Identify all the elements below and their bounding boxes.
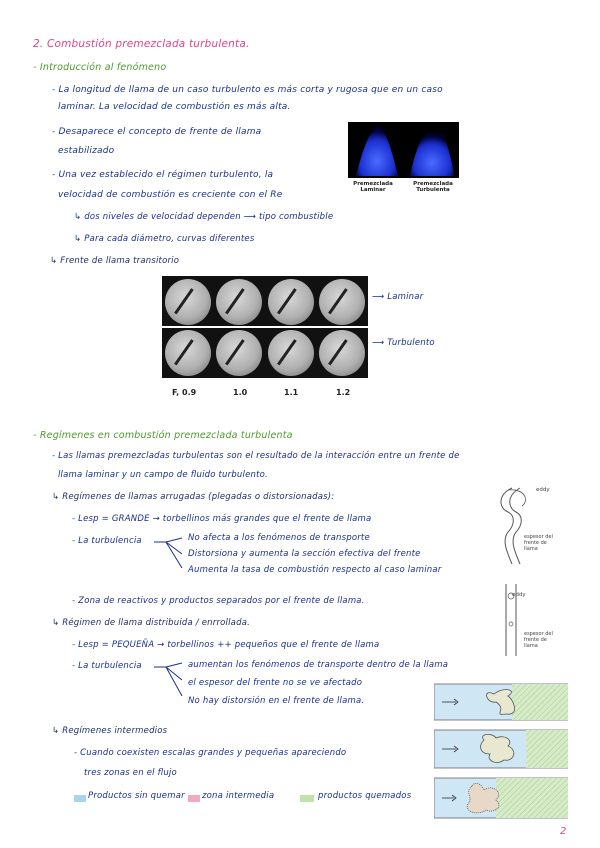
page-number: 2	[560, 826, 567, 837]
distributed-brace	[152, 660, 186, 702]
intro-p3-line1: - Una vez establecido el régimen turbulento, la	[52, 170, 274, 180]
intermediate-item-line1: - Cuando coexisten escalas grandes y pequeñas apareciendo	[74, 748, 347, 758]
intro-sub1: ↳ dos niveles de velocidad dependen ⟶ tipo combustible	[74, 212, 334, 222]
legend-swatch-burned	[300, 795, 314, 802]
wrinkled-effect-3: Aumenta la tasa de combustión respecto al caso laminar	[188, 565, 442, 575]
flame-label-turbulent: Premezclada Turbulenta	[413, 181, 453, 193]
intro-p1-line2: laminar. La velocidad de combustión es más alta.	[58, 102, 291, 112]
wrinkled-brace	[152, 534, 186, 574]
f-label-1: 1.0	[233, 388, 248, 397]
f-label-3: 1.2	[336, 388, 351, 397]
intro-p2-line2: estabilizado	[58, 146, 115, 156]
page-title: 2. Combustión premezclada turbulenta.	[33, 38, 250, 50]
distributed-effect-2: el espesor del frente no se ve afectado	[188, 678, 363, 688]
distributed-turbulence-lead: - La turbulencia	[72, 661, 142, 671]
intro-heading: - Introducción al fenómeno	[33, 62, 167, 73]
intro-sub3: ↳ Frente de llama transitorio	[50, 256, 180, 266]
f-label-2: 1.1	[284, 388, 299, 397]
legend-label-intermediate: zona intermedia	[202, 791, 275, 801]
intermediate-item-line2: tres zonas en el flujo	[84, 768, 177, 778]
flame-zone-diagrams	[434, 680, 568, 820]
eddy-label-2: espesor del frente de llama	[524, 534, 553, 552]
intro-sub2: ↳ Para cada diámetro, curvas diferentes	[74, 234, 255, 244]
distributed-effect-3: No hay distorsión en el frente de llama.	[188, 696, 365, 706]
arrow-laminar: ⟶ Laminar	[372, 292, 424, 302]
intermediate-heading: ↳ Regímenes intermedios	[52, 726, 168, 736]
arrow-turbulent: ⟶ Turbulento	[372, 338, 435, 348]
eddy-label-4: espesor del frente de llama	[524, 631, 553, 649]
distributed-heading: ↳ Régimen de llama distribuida / enrrollada.	[52, 618, 250, 628]
eddy-label-1: eddy	[536, 487, 550, 493]
eddy-sketch-wrinkled	[494, 486, 538, 566]
f-label-0: F, 0.9	[172, 388, 197, 397]
wrinkled-effect-1: No afecta a los fenómenos de transporte	[188, 533, 370, 543]
regimes-p1-line2: llama laminar y un campo de fluido turbulento.	[58, 470, 268, 480]
legend-swatch-intermediate	[188, 795, 200, 802]
distributed-effect-1: aumentan los fenómenos de transporte dentro de la llama	[188, 660, 449, 670]
intro-p2-line1: - Desaparece el concepto de frente de llama	[52, 127, 262, 137]
wrinkled-turbulence-lead: - La turbulencia	[72, 536, 142, 546]
legend-label-burned: productos quemados	[318, 791, 412, 801]
flame-label-laminar: Premezclada Laminar	[353, 181, 393, 193]
distributed-item-1: - Lesp = PEQUEÑA → torbellinos ++ pequeños que el frente de llama	[72, 640, 380, 650]
legend-swatch-unburned	[74, 795, 86, 802]
legend-label-unburned: Productos sin quemar	[88, 791, 185, 801]
flame-photo	[348, 122, 459, 178]
eddy-label-3: eddy	[512, 592, 526, 598]
wrinkled-heading: ↳ Regímenes de llamas arrugadas (plegadas o distorsionadas):	[52, 492, 335, 502]
regimes-heading: - Regímenes en combustión premezclada turbulenta	[33, 430, 293, 441]
wrinkled-item-1: - Lesp = GRANDE → torbellinos más grandes que el frente de llama	[72, 514, 372, 524]
transitory-front-photo	[162, 276, 368, 378]
intro-p3-line2: velocidad de combustión es creciente con el Re	[58, 190, 283, 200]
wrinkled-item-3: - Zona de reactivos y productos separados por el frente de llama.	[72, 596, 365, 606]
regimes-p1-line1: - Las llamas premezcladas turbulentas son el resultado de la interacción entre un frente de	[52, 451, 460, 461]
wrinkled-effect-2: Distorsiona y aumenta la sección efectiva del frente	[188, 549, 421, 559]
intro-p1-line1: - La longitud de llama de un caso turbulento es más corta y rugosa que en un caso	[52, 85, 443, 95]
